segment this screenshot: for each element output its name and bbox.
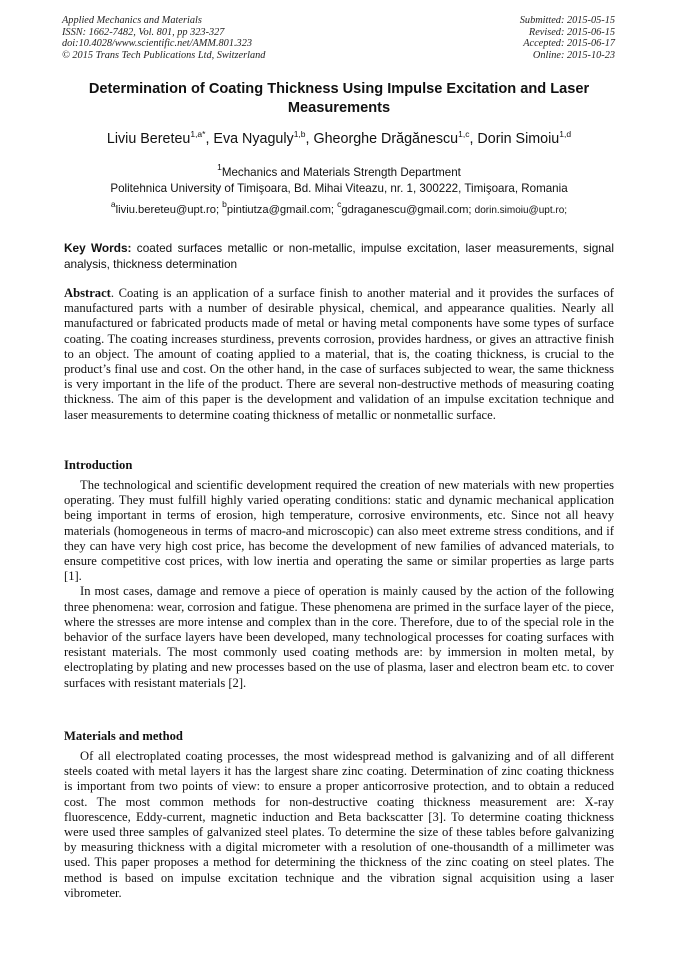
keywords-label: Key Words: — [64, 241, 132, 255]
author-affiliation-mark: 1,b — [293, 129, 306, 139]
issn-line: ISSN: 1662-7482, Vol. 801, pp 323-327 — [62, 26, 225, 38]
affiliation-mark: 1 — [217, 162, 222, 172]
paragraph: Of all electroplated coating processes, the most widespread method is galvanizing and of all different steels coated with metal layers it has the largest share zinc coating. Determination of zinc coating thickness is important from two points of view: to ensure a proper anticorrosive protection, and to obtain a reduced cost. The most common methods for non-destructive coating thickness measurement are: X-ray fluorescence, Eddy-current, magnetic induction and Beta backscatter [3]. To determine coating thickness were used three samples of galvanized steel plates. To determine the size of these tables before galvanizing by measuring thickness with a digital micrometer with a resolution of one-thousandth of a millimeter was used. This paper proposes a method for determining the thickness of the zinc coating on steel plates. The method is based on impulse excitation technique and the vibration signal acquisition using a laser vibrometer. — [64, 749, 614, 900]
email-link[interactable]: dorin.simoiu@upt.ro; — [474, 205, 568, 216]
paragraph: In most cases, damage and remove a piece of operation is mainly caused by the action of the following three phenomena: wear, corrosion and fatigue. These phenomena are primed in the surface layer of the piece, where the stresses are more intense and complex than in the core. Therefore, due to of the special role in the behavior of the surface layers have been developed, many technological processes for coating surfaces with resistant materials. The most commonly used coating methods are: by immersion in molten metal, by electroplating by plating and new processes based on the use of plasma, laser and electron beam etc. to cover surfaces with resistant materials [2]. — [64, 584, 614, 690]
author-name: Eva Nyaguly — [213, 131, 294, 147]
paragraph: The technological and scientific development required the creation of new materials with new properties operating. They must fulfill highly varied operating conditions: static and dynamic mechanical application being important in terms of erosion, high temperature, corrosive environments, etc. Since not all heavy materials (homogeneous in terms of macro-and microscopic) can also meet extreme stress conditions, and if they can have very high cost price, has become the development of new families of advanced materials, to ensure competitive cost prices, with low inertia and operating the same or similar properties as large parts [1]. — [64, 478, 614, 584]
author-affiliation-mark: 1,a* — [190, 129, 206, 139]
email-list — [30, 199, 648, 218]
email-link[interactable]: liviu.bereteu@upt.ro; — [115, 204, 223, 216]
abstract-text: . Coating is an application of a surface finish to another material and it provides the surfaces of manufactured parts with a number of desirable physical, chemical, and appearance qualities. Nearly all manufactured or fabricated products made of metal or having metal components have some types of surface coating. The coating increases sturdiness, prevents corrosion, provides hardness, or gives an attractive finish to an object. The amount of coating applied to a material, that is, the coating thickness, is crucial to the product’s final use and cost. On the other hand, in the case of surfaces subjected to wear, the same thickness is very important in the life of the product. There are several non-destructive methods of measuring coating thickness. The aim of this paper is the development and validation of an impulse excitation technique and laser measurements to determine coating thickness of metallic or nonmetallic surface. — [64, 286, 614, 422]
keywords — [64, 240, 614, 272]
paper-title: Determination of Coating Thickness Using Impulse Excitation and Laser Measurements — [88, 81, 590, 116]
publication-dates — [520, 15, 615, 61]
copyright-line: © 2015 Trans Tech Publications Ltd, Switzerland — [62, 49, 266, 61]
author-affiliation-mark: 1,d — [559, 129, 572, 139]
doi-line: doi:10.4028/www.scientific.net/AMM.801.323 — [62, 38, 252, 50]
materials-heading: Materials and method — [64, 729, 183, 743]
introduction-section — [64, 478, 614, 691]
author-name: Gheorghe Drăgănescu — [313, 131, 459, 147]
email-mark: a — [110, 199, 116, 209]
email-link[interactable]: gdraganescu@gmail.com; — [341, 204, 475, 216]
author-name: Liviu Bereteu — [106, 131, 191, 147]
author-list: Liviu Bereteu$^{1,a*}$, Eva Nyaguly$^{1,b}$, Gheorghe Drăgănescu$^{1,c}$, Dorin Simoiu$^{1,d}$ — [106, 129, 572, 147]
abstract — [64, 286, 614, 423]
abstract-label: Abstract — [64, 286, 111, 300]
department-line: Mechanics and Materials Strength Department — [221, 166, 461, 179]
submitted-date: Submitted: 2015-05-15 — [519, 15, 615, 26]
affiliation — [30, 162, 648, 197]
introduction-heading: Introduction — [64, 458, 133, 472]
journal-name: Applied Mechanics and Materials — [62, 15, 202, 26]
author-name: Dorin Simoiu — [477, 131, 560, 147]
materials-section — [64, 749, 614, 901]
email-link[interactable]: pintiutza@gmail.com; — [226, 204, 338, 216]
revised-date: Revised: 2015-06-15 — [528, 26, 615, 38]
accepted-date: Accepted: 2015-06-17 — [523, 38, 615, 50]
author-affiliation-mark: 1,c — [458, 129, 470, 139]
email-mark: b — [222, 199, 227, 209]
journal-info — [62, 15, 265, 61]
email-mark: c — [337, 199, 342, 209]
online-date: Online: 2015-10-23 — [532, 49, 615, 61]
university-line: Politehnica University of Timişoara, Bd. Mihai Viteazu, nr. 1, 300222, Timişoara, Romania — [110, 182, 568, 195]
keywords-text: coated surfaces metallic or non-metallic, impulse excitation, laser measurements, signal analysis, thickness determination — [64, 241, 614, 271]
